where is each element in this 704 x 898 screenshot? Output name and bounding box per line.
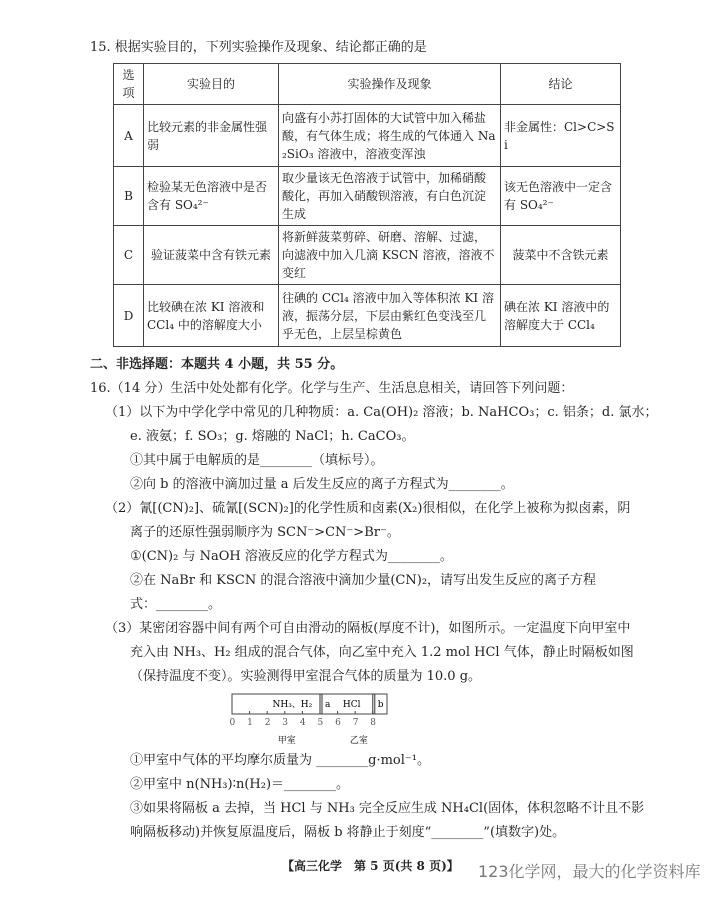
gas-left-label: NH₃、H₂: [272, 700, 313, 710]
tick-label: 6: [335, 718, 341, 728]
q16-blank-question: ①甲室中气体的平均摩尔质量为 ________g·mol⁻¹。: [130, 753, 430, 768]
tick-label: 1: [247, 718, 253, 728]
q16-text: （保持温度不变）。实验测得甲室混合气体的质量为 10.0 g。: [130, 669, 482, 684]
cell: 将新鲜菠菜剪碎、研磨、溶解、过滤，向滤液中加入几滴 KSCN 溶液，溶液不变红: [279, 226, 501, 285]
tick-label: 4: [299, 718, 306, 728]
cell: 碘在浓 KI 溶液中的溶解度大于 CCl₄: [501, 285, 621, 347]
cell: A: [114, 105, 144, 167]
q16-blank-question: 响隔板移动)并恢复原温度后，隔板 b 将静止于刻度“________”(填数字)处。: [130, 825, 566, 840]
q16-blank-question: ①(CN)₂ 与 NaOH 溶液反应的化学方程式为________。: [130, 549, 453, 564]
gas-right-label: HCl: [342, 700, 361, 710]
cell: 取少量该无色溶液于试管中，加稀硝酸酸化，再加入硝酸钡溶液，有白色沉淀生成: [279, 167, 501, 226]
col-conclusion: 结论: [501, 64, 621, 105]
q16-part2: （2）氰[(CN)₂]、硫氰[(SCN)₂]的化学性质和卤素(X₂)很相似，在化学上被称为拟卤素，阴: [105, 501, 631, 516]
table-row: [114, 167, 621, 226]
tick-label: 0: [229, 718, 236, 728]
tick-label: 7: [352, 718, 359, 728]
cell: 往碘的 CCl₄ 溶液中加入等体积浓 KI 溶液，振荡分层，下层由紫红色变浅至几乎无色，上层呈棕黄色: [279, 285, 501, 347]
q16-blank-question: ②向 b 的溶液中滴加过量 a 后发生反应的离子方程式为________。: [130, 477, 514, 492]
q16-blank-question: 式：________。: [130, 597, 222, 612]
watermark: 123化学网，最大的化学资料库: [478, 862, 701, 881]
cell: 非金属性：Cl>C>Si: [501, 105, 621, 167]
q16-text: ③如果将隔板 a 去掉，当 HCl 与 NH₃ 完全反应生成 NH₄Cl(固体，体积忽略不计且不影: [130, 801, 645, 816]
cell: 菠菜中不含铁元素: [501, 226, 621, 285]
q16-part1: （1）以下为中学化学中常见的几种物质：a. Ca(OH)₂ 溶液；b. NaHCO₃；c. 铝条；d. 氯水；: [105, 405, 658, 420]
q16-text: e. 液氨；f. SO₃；g. 熔融的 NaCl；h. CaCO₃。: [130, 429, 415, 444]
col-operation: 实验操作及现象: [279, 64, 501, 105]
tick-label: 8: [370, 718, 377, 728]
section-heading: 二、非选择题：本题共 4 小题，共 55 分。: [90, 357, 344, 372]
cell: 向盛有小苏打固体的大试管中加入稀盐酸，有气体生成；将生成的气体通入 Na₂SiO₃ 溶液中，溶液变浑浊: [279, 105, 501, 167]
q16-part3: （3）某密闭容器中间有两个可自由滑动的隔板(厚度不计)，如图所示。一定温度下向甲室中: [105, 621, 631, 636]
page-footer: 【高三化学 第 5 页(共 8 页)】: [282, 859, 459, 873]
q16-blank-question: ②甲室中 n(NH₃)∶n(H₂)＝________。: [130, 777, 350, 792]
col-option: 选项: [114, 64, 144, 105]
q15-stem: 15. 根据实验目的，下列实验操作及现象、结论都正确的是: [90, 40, 427, 55]
cell: 检验某无色溶液中是否含有 SO₄²⁻: [144, 167, 279, 226]
tick-label: 2: [264, 718, 271, 728]
table-row: [114, 105, 621, 167]
q16-text: 离子的还原性强弱顺序为 SCN⁻>CN⁻>Br⁻。: [130, 525, 400, 540]
tick-label: 5: [317, 718, 324, 728]
partition-a-label: a: [325, 700, 331, 710]
cell: 比较元素的非金属性强弱: [144, 105, 279, 167]
q16-blank-question: ①其中属于电解质的是________（填标号）。: [130, 453, 384, 468]
container-diagram: [222, 691, 402, 747]
cell: D: [114, 285, 144, 347]
room-right-label: 乙室: [349, 736, 368, 746]
cell: B: [114, 167, 144, 226]
cell: 比较碘在浓 KI 溶液和 CCl₄ 中的溶解度大小: [144, 285, 279, 347]
room-left-label: 甲室: [277, 736, 296, 746]
q16-text: ②在 NaBr 和 KSCN 的混合溶液中滴加少量(CN)₂，请写出发生反应的离子方程: [130, 573, 597, 588]
table-row: [114, 226, 621, 285]
cell: C: [114, 226, 144, 285]
col-purpose: 实验目的: [144, 64, 279, 105]
footer-area: [0, 856, 704, 886]
table-row: [114, 285, 621, 347]
cell: 该无色溶液中一定含有 SO₄²⁻: [501, 167, 621, 226]
cell: 验证菠菜中含有铁元素: [144, 226, 279, 285]
partition-b-label: b: [377, 700, 384, 710]
q16-text: 充入由 NH₃、H₂ 组成的混合气体，向乙室中充入 1.2 mol HCl 气体，静止时隔板如图: [130, 645, 634, 660]
q15-table: [113, 63, 621, 347]
tick-label: 3: [282, 718, 289, 728]
q16-stem: 16.（14 分）生活中处处都有化学。化学与生产、生活息息相关，请回答下列问题：: [90, 381, 574, 396]
table-header-row: [114, 64, 621, 105]
